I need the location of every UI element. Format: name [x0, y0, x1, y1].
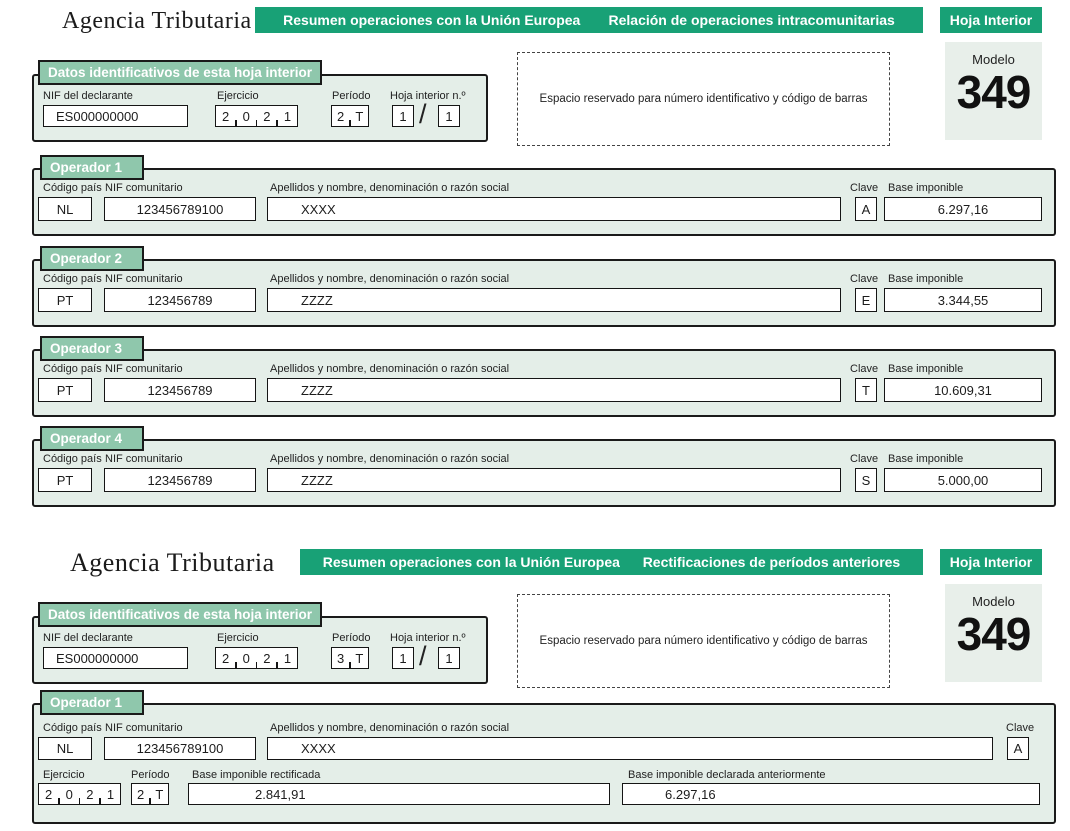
periodo-label: Período	[131, 769, 170, 781]
clave-label: Clave	[1006, 722, 1035, 734]
ejercicio-digit: 2	[44, 786, 53, 802]
barcode-reserved-text: Espacio reservado para número identificativo y código de barras	[539, 93, 868, 105]
ejercicio-digit: 2	[263, 108, 271, 124]
apellidos-label: Apellidos y nombre, denominación o razón social	[270, 273, 510, 285]
modelo-label: Modelo	[972, 594, 1015, 609]
hoja-interior-badge-1: Hoja Interior	[940, 7, 1042, 33]
hoja-total-field-1[interactable]: 1	[438, 105, 460, 127]
hoja-num-field-1[interactable]: 1	[392, 105, 414, 127]
hoja-interior-n-label: Hoja interior n.º	[390, 90, 466, 102]
agencia-tributaria-logo: Agencia Tributaria	[70, 548, 275, 577]
apellidos-field[interactable]: ZZZZ	[267, 288, 841, 312]
clave-field[interactable]: A	[1007, 737, 1029, 760]
periodo-digit: 2	[337, 108, 345, 124]
ejercicio-label: Ejercicio	[217, 632, 259, 644]
nif-comunitario-label: NIF comunitario	[105, 363, 183, 375]
nif-comunitario-label: NIF comunitario	[105, 182, 183, 194]
nif-comunitario-field[interactable]: 123456789	[104, 468, 256, 492]
modelo-label: Modelo	[972, 52, 1015, 67]
nif-comunitario-field[interactable]: 123456789	[104, 288, 256, 312]
apellidos-label: Apellidos y nombre, denominación o razón social	[270, 722, 510, 734]
codigo-pais-field[interactable]: PT	[38, 288, 92, 312]
nif-comunitario-field[interactable]: 123456789100	[104, 197, 256, 221]
base-rectificada-label: Base imponible rectificada	[192, 769, 321, 781]
base-imponible-label: Base imponible	[888, 363, 964, 375]
modelo-panel-1	[945, 42, 1042, 140]
periodo-field-1[interactable]	[331, 105, 369, 127]
periodo-digit: 2	[137, 786, 145, 802]
modelo-panel-2	[945, 584, 1042, 682]
clave-field[interactable]: T	[855, 378, 877, 402]
barcode-reserved-area-2	[517, 594, 890, 688]
clave-label: Clave	[850, 453, 879, 465]
codigo-pais-label: Código país	[43, 273, 102, 285]
clave-label: Clave	[850, 182, 879, 194]
apellidos-field[interactable]: ZZZZ	[267, 468, 841, 492]
modelo-number: 349	[956, 66, 1031, 118]
hoja-interior-n-label: Hoja interior n.º	[390, 632, 466, 644]
hoja-total-field-2[interactable]: 1	[438, 647, 460, 669]
periodo-label: Período	[332, 90, 371, 102]
clave-label: Clave	[850, 273, 879, 285]
ejercicio-digit: 2	[221, 650, 230, 666]
nif-comunitario-label: NIF comunitario	[105, 722, 183, 734]
ejercicio-label: Ejercicio	[43, 769, 85, 781]
ejercicio-label: Ejercicio	[217, 90, 259, 102]
apellidos-label: Apellidos y nombre, denominación o razón social	[270, 363, 510, 375]
base-anterior-field[interactable]: 6.297,16	[622, 783, 1040, 805]
base-imponible-field[interactable]: 6.297,16	[884, 197, 1042, 221]
nif-comunitario-label: NIF comunitario	[105, 273, 183, 285]
operador-rectificacion-panel	[32, 703, 1056, 824]
base-imponible-label: Base imponible	[888, 182, 964, 194]
codigo-pais-label: Código país	[43, 182, 102, 194]
codigo-pais-label: Código país	[43, 363, 102, 375]
hoja-interior-badge-2: Hoja Interior	[940, 549, 1042, 575]
apellidos-label: Apellidos y nombre, denominación o razón social	[270, 453, 510, 465]
header-banner-2	[300, 549, 923, 575]
banner-title-resumen: Resumen operaciones con la Unión Europea	[283, 12, 581, 28]
periodo-field-2[interactable]	[331, 647, 369, 669]
base-rectificada-field[interactable]: 2.841,91	[188, 783, 610, 805]
banner-title-relacion: Relación de operaciones intracomunitarias	[608, 12, 895, 28]
apellidos-field[interactable]: XXXX	[267, 737, 993, 760]
operador-2-title: Operador 2	[40, 246, 144, 271]
periodo-digit: T	[355, 650, 364, 666]
nif-comunitario-field[interactable]: 123456789100	[104, 737, 256, 760]
nif-comunitario-label: NIF comunitario	[105, 453, 183, 465]
barcode-reserved-area-1	[517, 52, 890, 146]
codigo-pais-field[interactable]: NL	[38, 737, 92, 760]
codigo-pais-label: Código país	[43, 722, 102, 734]
clave-field[interactable]: A	[855, 197, 877, 221]
nif-declarante-field[interactable]: ES000000000	[43, 105, 188, 127]
periodo-digit: T	[355, 108, 364, 124]
banner-title-rectificaciones: Rectificaciones de períodos anteriores	[642, 554, 901, 570]
base-imponible-field[interactable]: 10.609,31	[884, 378, 1042, 402]
codigo-pais-field[interactable]: NL	[38, 197, 92, 221]
datos-identificativos-title-2: Datos identificativos de esta hoja interior	[38, 602, 322, 627]
codigo-pais-field[interactable]: PT	[38, 468, 92, 492]
ejercicio-digit: 2	[263, 650, 271, 666]
base-anterior-label: Base imponible declarada anteriormente	[628, 769, 826, 781]
periodo-label: Período	[332, 632, 371, 644]
banner-title-resumen: Resumen operaciones con la Unión Europea	[322, 554, 620, 570]
ejercicio-digit: 0	[242, 650, 250, 666]
hoja-slash: /	[419, 99, 427, 129]
apellidos-label: Apellidos y nombre, denominación o razón social	[270, 182, 510, 194]
ejercicio-digit: 1	[283, 108, 292, 124]
periodo-digit: 3	[337, 650, 345, 666]
ejercicio-digit: 0	[65, 786, 73, 802]
ejercicio-rectificacion-field[interactable]	[38, 783, 121, 805]
base-imponible-label: Base imponible	[888, 453, 964, 465]
codigo-pais-label: Código país	[43, 453, 102, 465]
ejercicio-digit: 1	[283, 650, 292, 666]
periodo-rectificacion-field[interactable]	[131, 783, 169, 805]
header-banner-1	[255, 7, 923, 33]
clave-label: Clave	[850, 363, 879, 375]
apellidos-field[interactable]: XXXX	[267, 197, 841, 221]
base-imponible-field[interactable]: 5.000,00	[884, 468, 1042, 492]
apellidos-field[interactable]: ZZZZ	[267, 378, 841, 402]
barcode-reserved-text: Espacio reservado para número identificativo y código de barras	[539, 635, 868, 647]
clave-field[interactable]: E	[855, 288, 877, 312]
operador-3-title: Operador 3	[40, 336, 144, 361]
ejercicio-field-2[interactable]	[215, 647, 298, 669]
codigo-pais-field[interactable]: PT	[38, 378, 92, 402]
nif-declarante-label: NIF del declarante	[43, 632, 133, 644]
ejercicio-digit: 2	[86, 786, 94, 802]
hoja-slash: /	[419, 641, 427, 671]
datos-identificativos-title-1: Datos identificativos de esta hoja interior	[38, 60, 322, 85]
periodo-digit: T	[155, 786, 164, 802]
ejercicio-field-1[interactable]	[215, 105, 298, 127]
nif-comunitario-field[interactable]: 123456789	[104, 378, 256, 402]
base-imponible-field[interactable]: 3.344,55	[884, 288, 1042, 312]
operador-1-title: Operador 1	[40, 155, 144, 180]
agencia-tributaria-logo: Agencia Tributaria	[62, 8, 252, 34]
modelo-number: 349	[956, 608, 1031, 660]
nif-declarante-label: NIF del declarante	[43, 90, 133, 102]
operador-4-title: Operador 4	[40, 426, 144, 451]
ejercicio-digit: 0	[242, 108, 250, 124]
ejercicio-digit: 2	[221, 108, 230, 124]
nif-declarante-field[interactable]: ES000000000	[43, 647, 188, 669]
operador-rectificacion-title: Operador 1	[40, 690, 144, 715]
ejercicio-digit: 1	[106, 786, 115, 802]
base-imponible-label: Base imponible	[888, 273, 964, 285]
hoja-num-field-2[interactable]: 1	[392, 647, 414, 669]
clave-field[interactable]: S	[855, 468, 877, 492]
